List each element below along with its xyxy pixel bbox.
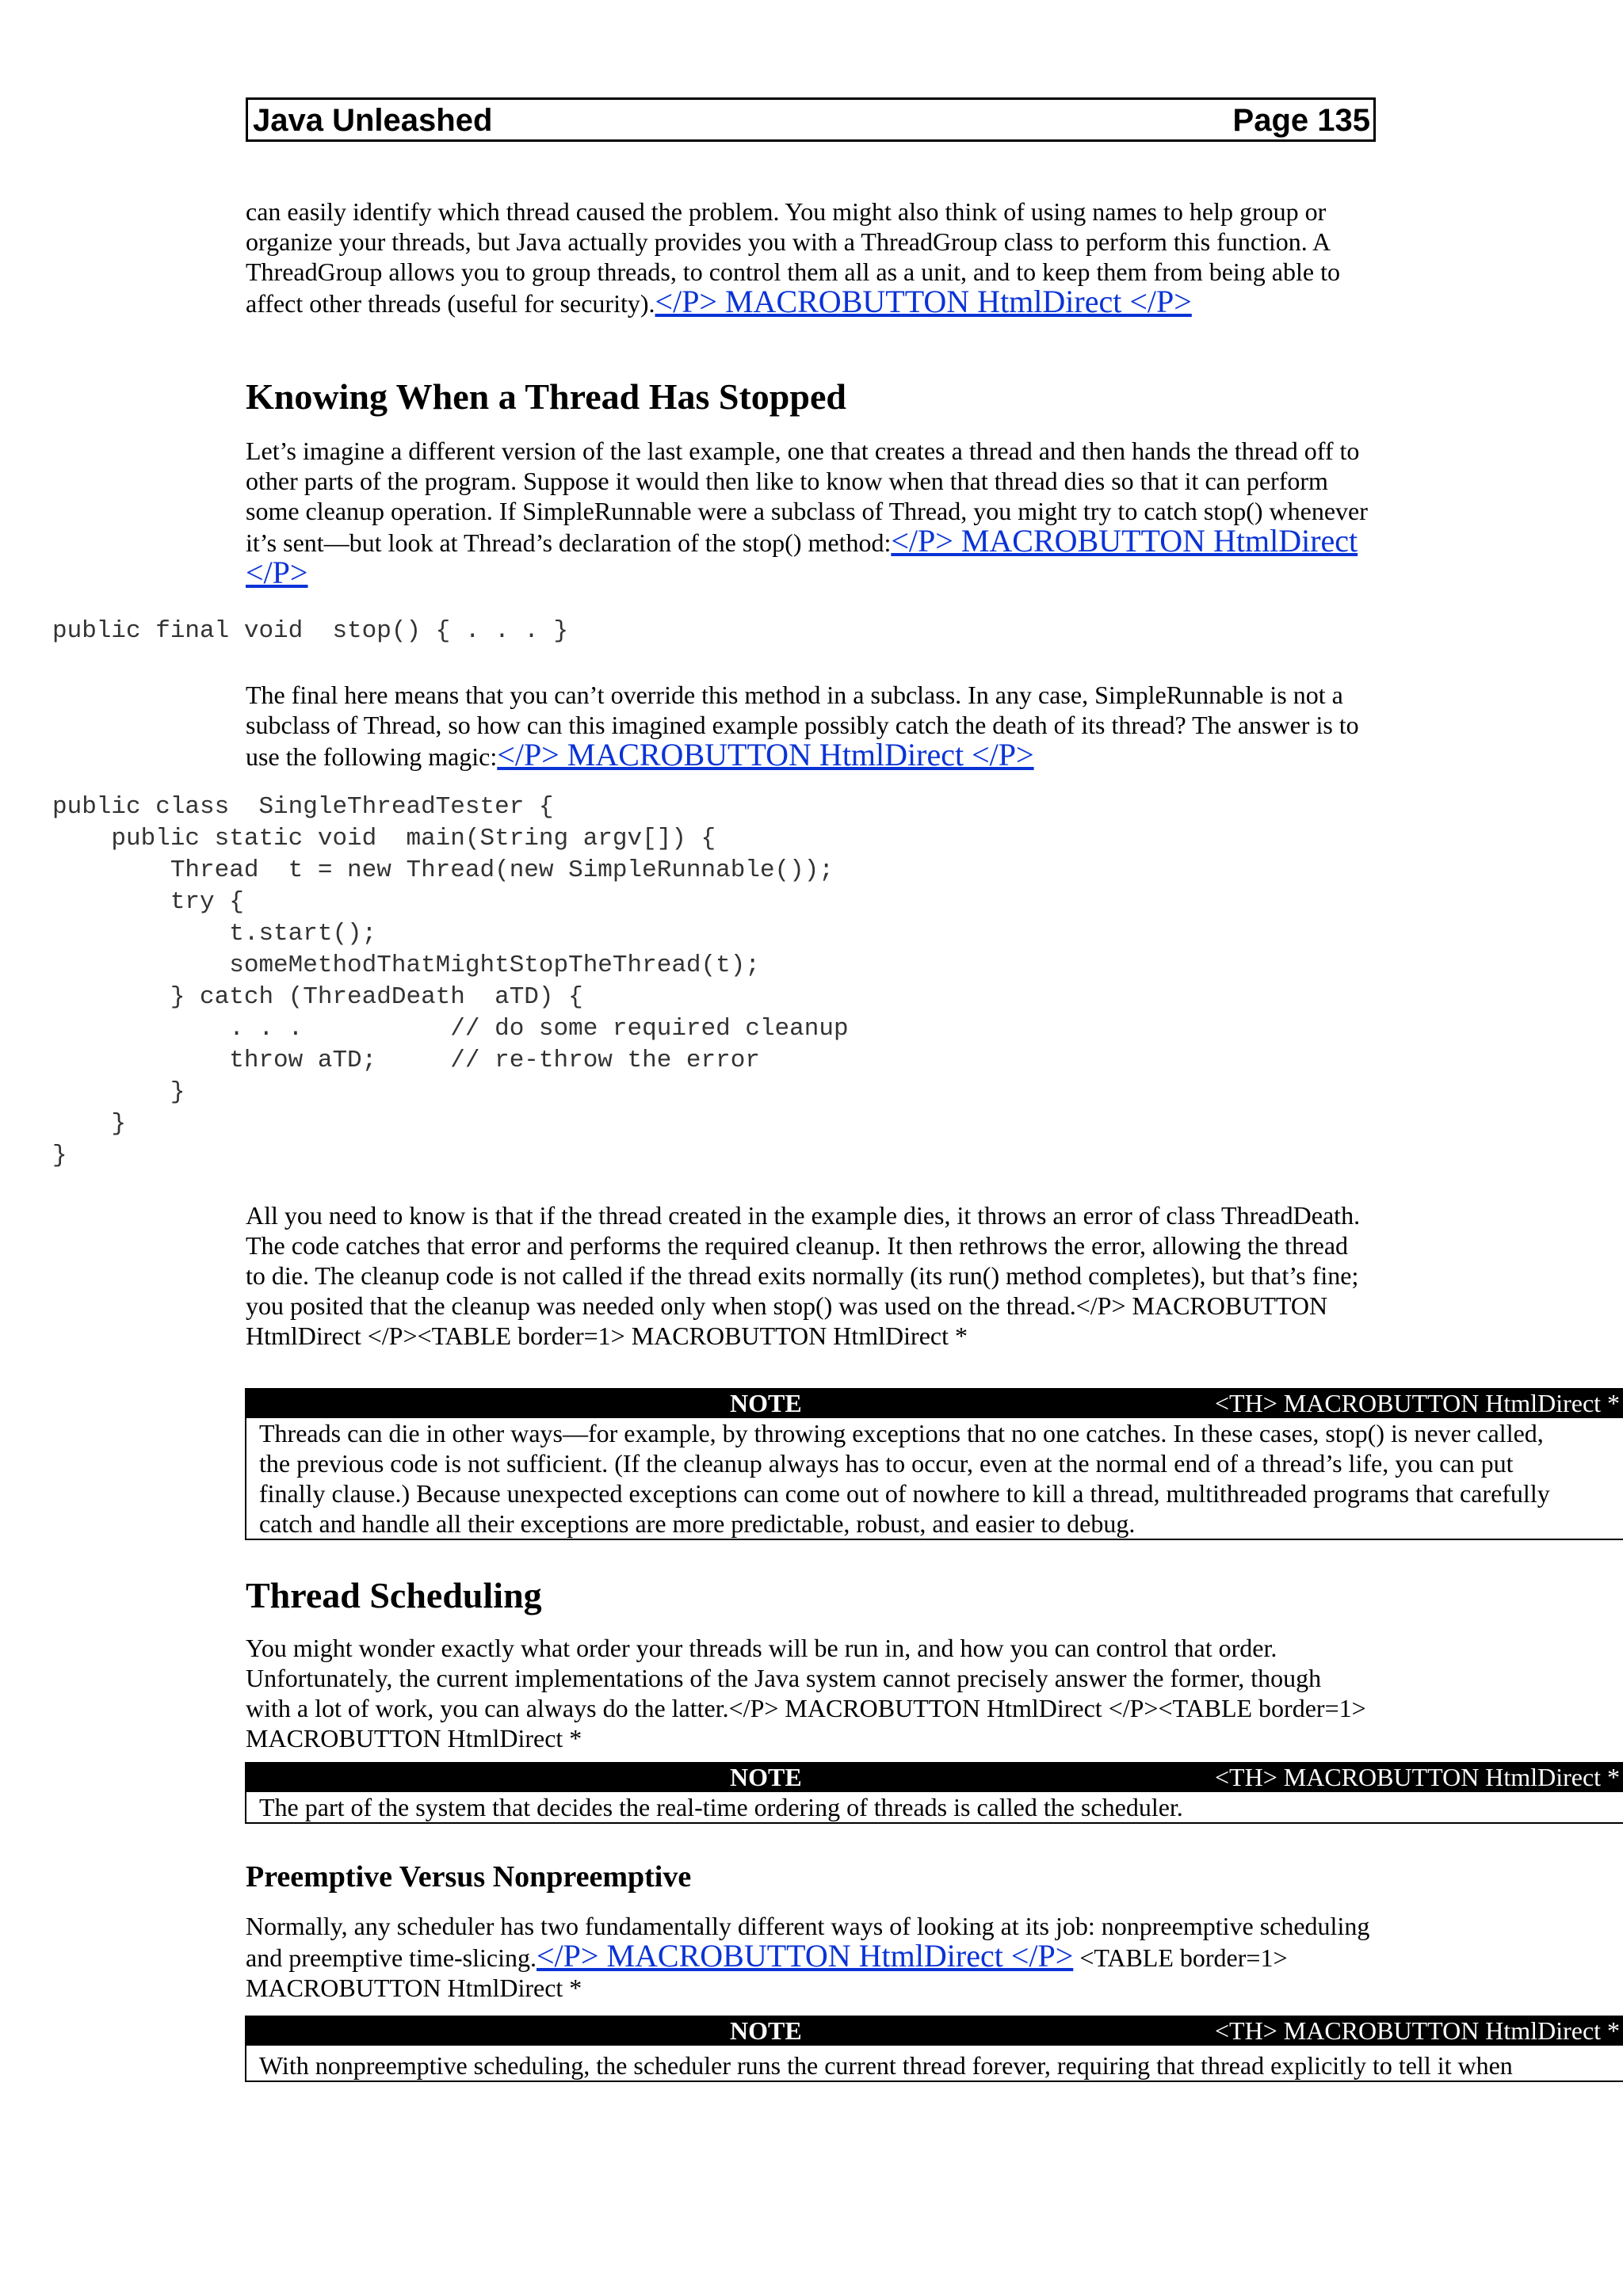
paragraph-threadgroup xyxy=(246,196,1371,318)
paragraph-text: can easily identify which thread caused the problem. You might also think of using names to help group or organize your threads, but Java actually provides you with a ThreadGroup class to perform this function. A ThreadGroup allows you to group threads, to control them all as a unit, and to keep them from being able to affect other threads (useful for security). xyxy=(246,197,1340,318)
page-number: Page 135 xyxy=(1232,103,1370,138)
html-direct-link[interactable]: </P> MACROBUTTON HtmlDirect </P> xyxy=(497,737,1034,772)
note-line: With nonpreemptive scheduling, the scheduler runs the current thread forever, requiring that thread explicitly to tell it when xyxy=(259,2051,1513,2080)
note-label: NOTE xyxy=(730,1763,802,1791)
html-direct-link[interactable]: </P> MACROBUTTON HtmlDirect </P> xyxy=(537,1938,1074,1974)
note-label: NOTE xyxy=(730,2016,802,2045)
subheading-preemptive: Preemptive Versus Nonpreemptive xyxy=(246,1860,692,1894)
paragraph-stop-method xyxy=(246,436,1371,589)
note-header-text: <TH> MACROBUTTON HtmlDirect * xyxy=(1215,1763,1621,1791)
note-header-text: <TH> MACROBUTTON HtmlDirect * xyxy=(1215,1389,1621,1417)
note-body xyxy=(245,1792,1623,1824)
note-header xyxy=(245,2016,1623,2046)
note-table-nonpreemptive xyxy=(245,2016,1623,2082)
paragraph-text: The final here means that you can’t override this method in a subclass. In any case, SimpleRunnable is not a subclass of Thread, so how can this imagined example possibly catch the death of its thread? The answer is to use the following magic: xyxy=(246,681,1359,771)
paragraph-text: All you need to know is that if the thread created in the example dies, it throws an error of class ThreadDeath. The code catches that error and performs the required cleanup. It then rethrows the error, allowing the thread to die. The cleanup code is not called if the thread exits normally (its run() method completes), but that’s fine; you posited that the cleanup was needed only when stop() was used on the thread.</P> MACROBUTTON HtmlDirect </P><TABLE border=1> MACROBUTTON HtmlDirect * xyxy=(246,1201,1361,1350)
paragraph-order xyxy=(246,1633,1371,1753)
section-heading-knowing: Knowing When a Thread Has Stopped xyxy=(246,376,846,417)
note-line: finally clause.) Because unexpected exceptions can come out of nowhere to kill a thread, multithreaded programs that carefully xyxy=(259,1479,1550,1508)
html-direct-link[interactable]: </P> MACROBUTTON HtmlDirect </P> xyxy=(655,284,1192,319)
note-table-scheduler xyxy=(245,1762,1623,1824)
html-direct-link[interactable]: </P> MACROBUTTON HtmlDirect </P> xyxy=(246,523,1358,590)
note-line: catch and handle all their exceptions are more predictable, robust, and easier to debug. xyxy=(259,1509,1136,1538)
code-single-thread-tester: public class SingleThreadTester { public static void main(String argv[]) { Thread t = new Thread(new SimpleRunnable()); try { t.start(); someMethodThatMightStopTheThread(t); } catch (ThreadDeath aTD) { . . . // do some required cleanup throw aTD; // re-throw the error } } } xyxy=(52,793,849,1169)
note-body xyxy=(245,2046,1623,2082)
note-line: the previous code is not sufficient. (If the cleanup always has to occur, even at the normal end of a thread’s life, you can put xyxy=(259,1449,1514,1478)
note-line: The part of the system that decides the real-time ordering of threads is called the scheduler. xyxy=(259,1793,1183,1821)
paragraph-text-tail: <TABLE border=1> MACROBUTTON HtmlDirect * xyxy=(246,1943,1288,2002)
paragraph-text: Let’s imagine a different version of the last example, one that creates a thread and then hands the thread off to other parts of the program. Suppose it would then like to know when that thread dies so that it can perform some cleanup operation. If SimpleRunnable were a subclass of Thread, you might try to catch stop() whenever it’s sent—but look at Thread’s declaration of the stop() method: xyxy=(246,437,1368,557)
section-heading-scheduling: Thread Scheduling xyxy=(246,1575,542,1615)
note-header xyxy=(245,1388,1623,1418)
paragraph-preemptive xyxy=(246,1911,1371,2003)
book-title: Java Unleashed xyxy=(253,103,493,138)
paragraph-text: Normally, any scheduler has two fundamentally different ways of looking at its job: nonpreemptive scheduling and preemptive time-slicing. xyxy=(246,1912,1370,1972)
paragraph-final-magic xyxy=(246,680,1371,772)
paragraph-text: You might wonder exactly what order your threads will be run in, and how you can control that order. Unfortunately, the current implementations of the Java system cannot precisely answer the former, though with a lot of work, you can always do the latter.</P> MACROBUTTON HtmlDirect </P><TABLE border=1> MACROBUTTON HtmlDirect * xyxy=(246,1634,1366,1753)
note-label: NOTE xyxy=(730,1389,802,1417)
code-stop-declaration: public final void stop() { . . . } xyxy=(52,617,569,645)
note-header xyxy=(245,1762,1623,1792)
paragraph-threaddeath xyxy=(246,1200,1371,1351)
note-line: Threads can die in other ways—for example, by throwing exceptions that no one catches. In these cases, stop() is never called, xyxy=(259,1419,1544,1447)
note-header-text: <TH> MACROBUTTON HtmlDirect * xyxy=(1215,2016,1621,2045)
page-header xyxy=(246,97,1376,142)
note-table-exceptions xyxy=(245,1388,1623,1540)
note-body xyxy=(245,1418,1623,1540)
